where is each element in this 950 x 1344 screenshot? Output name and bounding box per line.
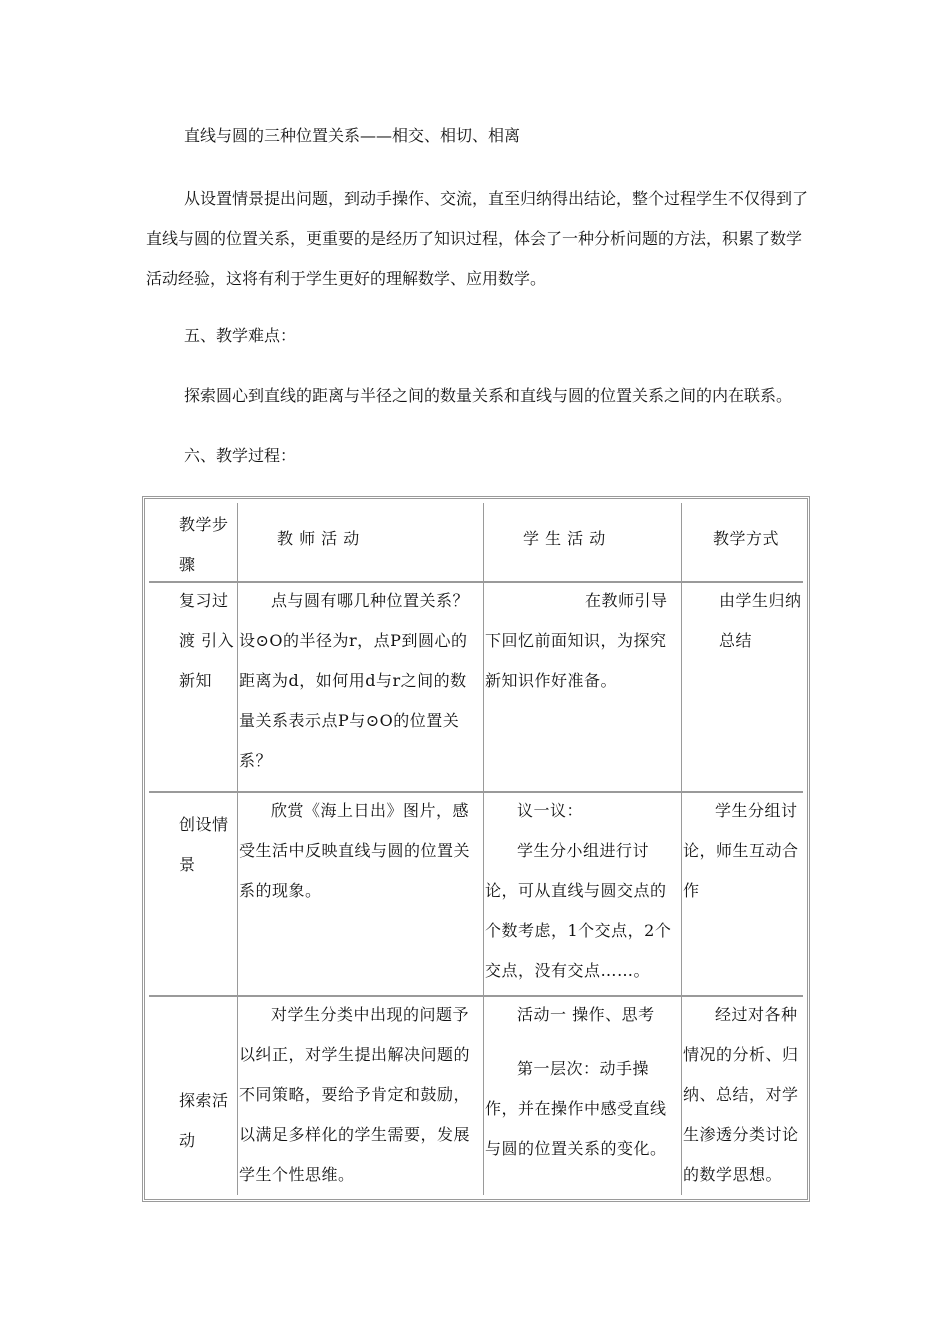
row2-teacher: 欣赏《海上日出》图片，感受生活中反映直线与圆的位置关系的现象。	[239, 801, 471, 900]
row1-student: 在教师引导下回忆前面知识，为探究新知识作好准备。	[485, 591, 668, 690]
row1-teacher: 点与圆有哪几种位置关系？设⊙O的半径为r，点P到圆心的距离为d，如何用d与r之间的数量关系表示点P与⊙O的位置关系？	[239, 591, 470, 770]
row2-student	[485, 791, 681, 991]
row3-student-text: 第一层次：动手操作，并在操作中感受直线与圆的位置关系的变化。	[485, 1059, 667, 1158]
heading-process: 六、教学过程：	[184, 446, 297, 465]
teaching-process-table	[142, 496, 810, 1202]
row2-method: 学生分组讨论，师生互动合作	[683, 801, 799, 900]
row2-student-text: 学生分小组进行讨论，可从直线与圆交点的个数考虑，1个交点，2个交点，没有交点……。	[485, 841, 672, 980]
row3-method: 经过对各种情况的分析、归纳、总结，对学生渗透分类讨论的数学思想。	[683, 1005, 799, 1184]
row3-step: 探索活动	[179, 1091, 229, 1150]
row1-step: 复习过渡 引入新知	[179, 591, 235, 690]
paragraph-difficulty: 探索圆心到直线的距离与半径之间的数量关系和直线与圆的位置关系之间的内在联系。	[184, 386, 793, 405]
header-method: 教学方式	[712, 529, 779, 548]
header-teacher: 教 师 活 动	[277, 529, 360, 548]
row3-teacher: 对学生分类中出现的问题予以纠正，对学生提出解决问题的不同策略，要给予肯定和鼓励，以满足多样化的学生需要，发展学生个性思维。	[239, 1005, 471, 1184]
row3-student-title: 活动一 操作、思考	[517, 1005, 655, 1024]
heading-difficulty: 五、教学难点：	[184, 326, 297, 345]
row3-student	[485, 995, 681, 1169]
column-divider	[483, 503, 484, 1195]
row1-method: 由学生归纳总结	[719, 591, 802, 650]
header-student: 学 生 活 动	[523, 529, 606, 548]
row2-student-title: 议一议：	[517, 801, 584, 820]
header-step: 教学步骤	[179, 515, 229, 574]
column-divider	[681, 503, 682, 1195]
row2-step: 创设情景	[179, 815, 229, 874]
paragraph-process: 从设置情景提出问题，到动手操作、交流，直至归纳得出结论，整个过程学生不仅得到了直线与圆的位置关系，更重要的是经历了知识过程，体会了一种分析问题的方法，积累了数学活动经验，这将有利于学生更好的理解数学、应用数学。	[146, 189, 809, 288]
paragraph-relations: 直线与圆的三种位置关系——相交、相切、相离	[184, 126, 521, 145]
